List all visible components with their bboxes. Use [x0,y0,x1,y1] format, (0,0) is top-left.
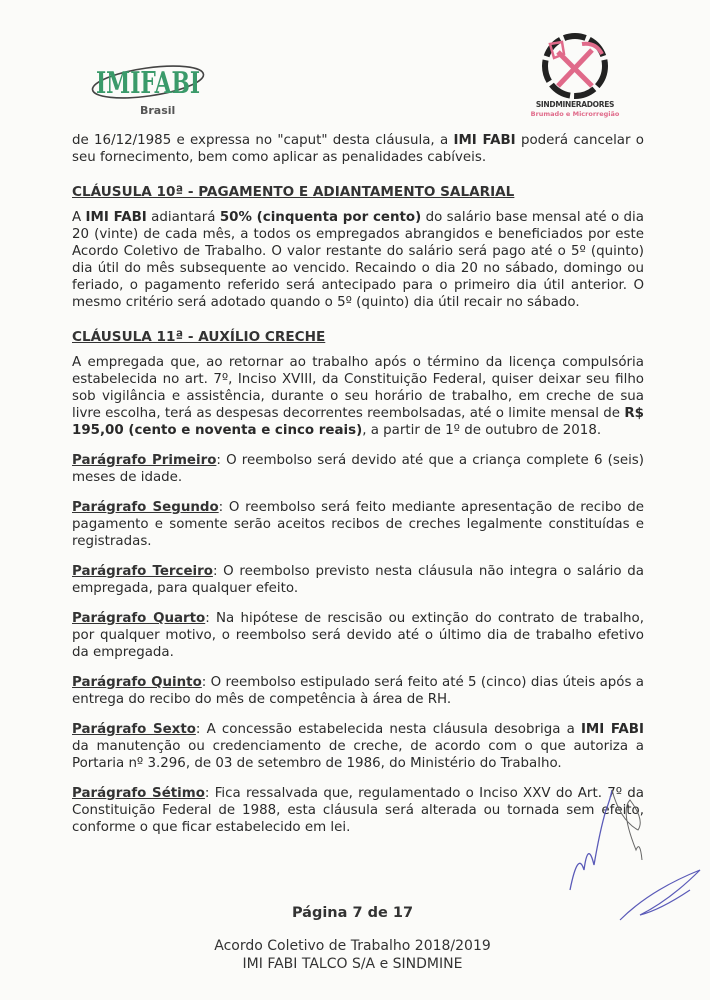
union-region: Brumado e Microrregião [530,110,620,118]
company-name: IMI FABI [85,210,147,225]
footer-line-2: IMI FABI TALCO S/A e SINDMINE [242,956,463,972]
page-number: Página 7 de 17 [291,905,414,921]
imifabi-logo-text: IMIFABI [96,66,200,101]
text: A empregada que, ao retornar ao trabalho após o término da licença compulsória estabelecida no art. 7º, Inciso XVIII, da Constituição Federal, quiser deixar seu filho sob vigilância e assistência, durante o seu horário de trabalho, em creche de sua livre escolha, terá as despesas decorrentes reembolsadas, até o limite mensal de [72,355,644,421]
paragraph-sexto [72,721,644,772]
intro-text-end: poderá cancelar o seu fornecimento, bem como aplicar as penalidades cabíveis. [72,133,644,165]
paragraph-lead: Parágrafo Terceiro [72,564,213,579]
text: do salário base mensal até o dia 20 (vinte) de cada mês, a todos os empregados abrangidos e beneficiados por este Acordo Coletivo de Trabalho. O valor restante do salário será pago até o 5º (quinto) dia útil do mês subsequente ao vencido. Recaindo o dia 20 no sábado, domingo ou feriado, o pagamento referido será antecipado para o primeiro dia útil anterior. O mesmo critério será adotado quando o 5º (quinto) dia útil recair no sábado. [72,210,644,310]
clause-11-text [72,354,644,439]
paragraph-quinto [72,674,644,708]
clause-10-text [72,209,644,311]
text: A [72,210,86,225]
clause-11-title: CLÁUSULA 11ª - AUXÍLIO CRECHE [72,329,326,345]
amount: R$ 195,00 (cento e noventa e cinco reais) [72,406,644,438]
paragraph-text: : O reembolso será devido até que a criança complete 6 (seis) meses de idade. [72,453,644,485]
pick-and-shovel-icon [530,32,620,100]
paragraph-lead: Parágrafo Quarto [72,611,206,626]
paragraph-lead: Parágrafo Segundo [72,500,219,515]
paragraph-terceiro [72,563,644,597]
paragraph-primeiro [72,452,644,486]
company-name: IMI FABI [453,133,516,148]
logo-subtitle: Brasil [140,104,176,117]
paragraph-lead: Parágrafo Sétimo [72,786,205,801]
intro-text: de 16/12/1985 e expressa no "caput" desta cláusula, a [72,133,454,148]
paragraph-segundo [72,499,644,550]
document-body [72,132,644,849]
paragraph-text: : O reembolso será feito mediante apresentação de recibo de pagamento e somente serão aceitos recibos de creches legalmente constituídas e registradas. [72,500,644,549]
paragraph-lead: Parágrafo Sexto [72,722,196,737]
paragraph-text: : A concessão estabelecida nesta cláusula desobriga a [195,722,581,737]
intro-paragraph [72,132,644,166]
paragraph-text: da manutenção ou credenciamento de creche, de acordo com o que autoriza a Portaria nº 3.296, de 03 de setembro de 1986, do Ministério do Trabalho. [72,739,644,771]
clause-10-title: CLÁUSULA 10ª - PAGAMENTO E ADIANTAMENTO SALARIAL [72,184,515,200]
percentage: 50% (cinquenta por cento) [219,210,422,225]
paragraph-lead: Parágrafo Quinto [72,675,202,690]
paragraph-text: : Na hipótese de rescisão ou extinção do contrato de trabalho, por qualquer motivo, o reembolso será devido até o último dia de trabalho efetivo da empregada. [72,611,644,660]
paragraph-text: : O reembolso previsto nesta cláusula não integra o salário da empregada, para qualquer efeito. [72,564,644,596]
paragraph-text: : Fica ressalvada que, regulamentado o Inciso XXV do Art. 7º da Constituição Federal de 1988, esta cláusula será alterada ou tornada sem efeito, conforme o que ficar estabelecido em lei. [72,786,644,835]
union-name: SINDMINERADORES [535,100,615,109]
footer-line-1: Acordo Coletivo de Trabalho 2018/2019 [214,938,491,954]
company-name: IMI FABI [580,722,644,737]
imifabi-logo [88,58,208,118]
paragraph-text: : O reembolso estipulado será feito até 5 (cinco) dias úteis após a entrega do recibo do mês de competência à área de RH. [72,675,645,707]
paragraph-quarto [72,610,644,661]
text: , a partir de 1º de outubro de 2018. [362,423,602,438]
text: adiantará [146,210,220,225]
imifabi-logo-icon [88,58,208,108]
paragraph-lead: Parágrafo Primeiro [72,453,217,468]
sindmineradores-logo [530,32,620,127]
